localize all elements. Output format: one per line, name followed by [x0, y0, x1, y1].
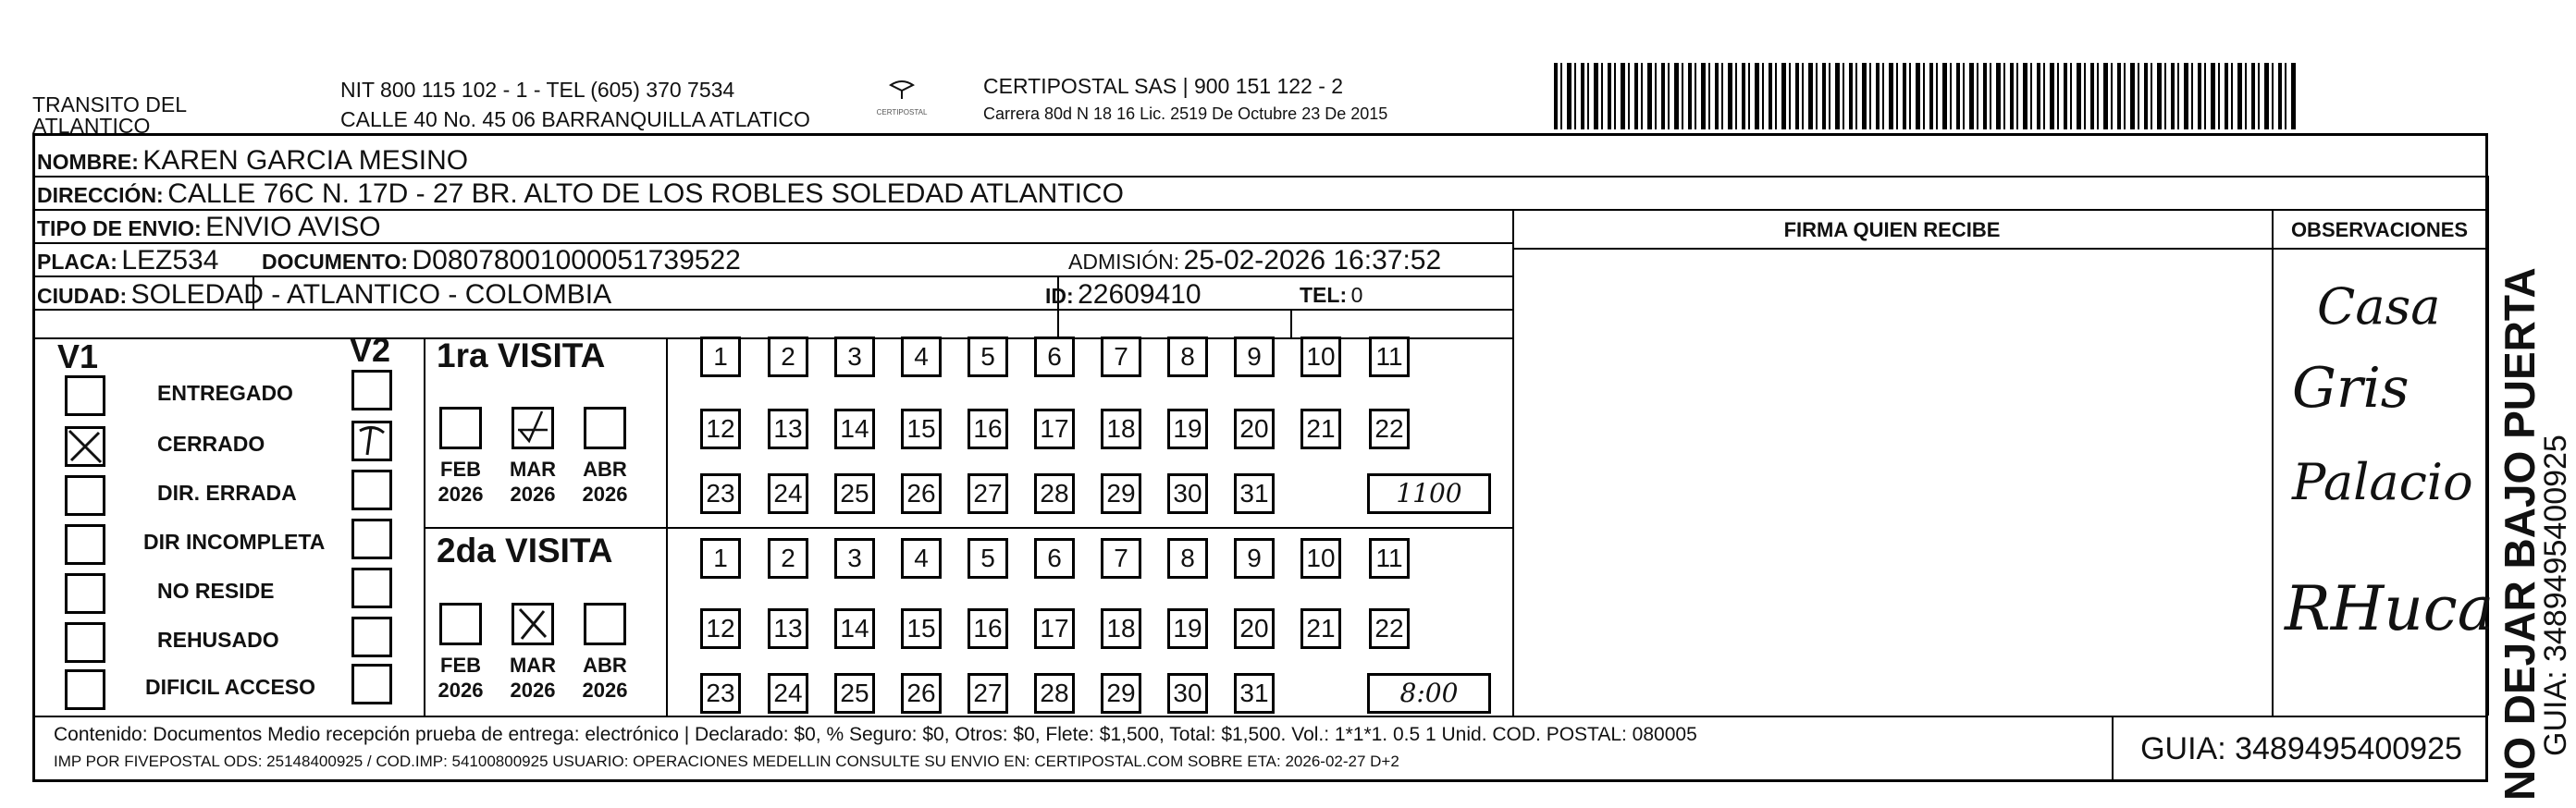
day-box[interactable]: 7	[1101, 538, 1141, 579]
tel-value: 0	[1350, 283, 1363, 307]
org-line1: TRANSITO DEL	[32, 92, 187, 116]
day-box[interactable]: 18	[1101, 409, 1141, 449]
month-name: ABR	[583, 458, 627, 481]
nit-line: NIT 800 115 102 - 1 - TEL (605) 370 7534	[340, 78, 735, 102]
status-label: ENTREGADO	[157, 381, 293, 405]
day-box[interactable]: 30	[1167, 473, 1208, 514]
day-box[interactable]: 19	[1167, 608, 1208, 649]
month-label	[573, 653, 637, 703]
day-box[interactable]: 24	[768, 473, 808, 514]
day-box[interactable]: 9	[1234, 538, 1275, 579]
v2-checkbox[interactable]	[351, 664, 392, 704]
day-box[interactable]: 11	[1369, 538, 1410, 579]
day-box[interactable]: 27	[968, 673, 1008, 714]
org-line2: ATLANTICO	[32, 114, 151, 138]
tipo-value: ENVIO AVISO	[205, 212, 381, 242]
obs-hand-1: Casa	[2317, 277, 2441, 336]
day-box[interactable]: 6	[1034, 337, 1075, 377]
side-guia: GUIA: 3489495400925	[2538, 435, 2573, 756]
day-box[interactable]: 7	[1101, 337, 1141, 377]
month-checkbox[interactable]	[512, 407, 554, 449]
day-box[interactable]: 12	[700, 608, 741, 649]
v1-checkbox[interactable]	[65, 426, 105, 467]
tipo-label: TIPO DE ENVIO:	[37, 216, 202, 240]
status-label: NO RESIDE	[157, 579, 275, 603]
day-box[interactable]: 17	[1034, 608, 1075, 649]
col-obs-left	[2272, 209, 2274, 716]
day-box[interactable]: 8	[1167, 337, 1208, 377]
month-name: FEB	[440, 654, 481, 677]
obs-hand-4: RHuca	[2285, 573, 2495, 644]
day-box[interactable]: 26	[901, 673, 942, 714]
address-line: CALLE 40 No. 45 06 BARRANQUILLA ATLATICO	[340, 107, 810, 131]
footer-content: Contenido: Documentos Medio recepción prueba de entrega: electrónico | Declarado: $0, % Seguro: $0, Otros: $0, Flete: $1,500, Total: $1,500. Vol.: 1*1*1. 0.5 1 Unid. COD. POSTAL: 080005	[54, 724, 1697, 745]
v2-checkbox[interactable]	[351, 370, 392, 410]
day-box[interactable]: 12	[700, 409, 741, 449]
day-box[interactable]: 11	[1369, 337, 1410, 377]
day-box[interactable]: 29	[1101, 673, 1141, 714]
tipo-row	[37, 212, 381, 248]
v2-checkbox[interactable]	[351, 519, 392, 559]
guia-number: GUIA: 3489495400925	[2112, 716, 2489, 782]
day-box[interactable]: 22	[1369, 608, 1410, 649]
day-box[interactable]: 21	[1300, 608, 1341, 649]
day-box[interactable]: 31	[1234, 673, 1275, 714]
ciudad-label: CIUDAD:	[37, 284, 128, 308]
id-label: ID:	[1045, 284, 1074, 308]
v1-label: V1	[57, 337, 99, 375]
direccion-row	[37, 178, 1124, 214]
month-year: 2026	[510, 483, 556, 506]
admision-row	[1068, 245, 1441, 281]
v1-checkbox[interactable]	[65, 524, 105, 565]
month-checkbox[interactable]	[439, 603, 482, 645]
documento-label: DOCUMENTO:	[262, 250, 409, 274]
month-year: 2026	[510, 679, 556, 702]
day-box[interactable]: 15	[901, 409, 942, 449]
id-row	[1045, 279, 1202, 315]
direccion-value: CALLE 76C N. 17D - 27 BR. ALTO DE LOS ROBLES SOLEDAD ATLANTICO	[167, 178, 1124, 209]
month-checkbox[interactable]	[439, 407, 482, 449]
day-box[interactable]: 13	[768, 409, 808, 449]
v1-checkbox[interactable]	[65, 475, 105, 516]
month-name: FEB	[440, 458, 481, 481]
day-box[interactable]: 24	[768, 673, 808, 714]
day-box[interactable]: 22	[1369, 409, 1410, 449]
status-label: DIFICIL ACCESO	[145, 675, 316, 699]
month-year: 2026	[582, 483, 628, 506]
check-mark-icon	[514, 410, 551, 447]
day-box[interactable]: 20	[1234, 409, 1275, 449]
day-box[interactable]: 10	[1300, 538, 1341, 579]
month-label	[573, 457, 637, 507]
day-box[interactable]: 20	[1234, 608, 1275, 649]
v1-checkbox[interactable]	[65, 622, 105, 663]
v1-checkbox[interactable]	[65, 573, 105, 614]
tel-label: TEL:	[1300, 283, 1348, 307]
status-label: DIR. ERRADA	[157, 481, 297, 505]
month-year: 2026	[438, 483, 484, 506]
month-label	[500, 457, 565, 507]
day-box[interactable]: 28	[1034, 673, 1075, 714]
placa-row	[37, 245, 218, 281]
v2-checkbox[interactable]	[351, 617, 392, 657]
day-box[interactable]: 10	[1300, 337, 1341, 377]
month-checkbox[interactable]	[584, 407, 626, 449]
day-box[interactable]: 26	[901, 473, 942, 514]
day-box[interactable]: 30	[1167, 673, 1208, 714]
check-mark-icon	[354, 423, 389, 459]
v1-checkbox[interactable]	[65, 375, 105, 416]
day-box[interactable]: 23	[700, 673, 741, 714]
day-box[interactable]: 31	[1234, 473, 1275, 514]
months-divider	[666, 337, 668, 716]
status-divider	[424, 337, 425, 716]
status-label: REHUSADO	[157, 628, 279, 652]
visit-divider	[424, 527, 1512, 529]
observaciones-header: OBSERVACIONES	[2290, 218, 2469, 241]
visit1-title: 1ra VISITA	[437, 337, 606, 374]
month-name: MAR	[509, 458, 557, 481]
certipostal-logo	[869, 80, 934, 116]
logo-icon	[888, 80, 916, 100]
check-mark-icon	[514, 606, 551, 643]
placa-label: PLACA:	[37, 250, 117, 274]
month-label	[428, 653, 493, 703]
firma-header-line	[1512, 248, 2488, 250]
courier-info	[983, 74, 1387, 124]
logo-text: CERTIPOSTAL	[876, 108, 928, 116]
day-box[interactable]: 2	[768, 538, 808, 579]
time-note[interactable]: 1100	[1367, 473, 1491, 514]
day-box[interactable]: 1	[700, 337, 741, 377]
day-box[interactable]: 13	[768, 608, 808, 649]
v2-checkbox[interactable]	[351, 568, 392, 608]
day-box[interactable]: 4	[901, 538, 942, 579]
day-box[interactable]: 25	[834, 473, 875, 514]
nombre-row	[37, 145, 468, 181]
courier-line: CERTIPOSTAL SAS | 900 151 122 - 2	[983, 74, 1344, 98]
firma-header: FIRMA QUIEN RECIBE	[1783, 218, 2001, 241]
documento-row	[262, 245, 741, 281]
day-box[interactable]: 4	[901, 337, 942, 377]
direccion-label: DIRECCIÓN:	[37, 183, 164, 207]
admision-label: ADMISIÓN:	[1068, 250, 1180, 274]
obs-hand-2: Gris	[2292, 356, 2410, 421]
day-box[interactable]: 16	[968, 608, 1008, 649]
day-box[interactable]: 2	[768, 337, 808, 377]
visit2-title: 2da VISITA	[437, 532, 613, 569]
day-box[interactable]: 5	[968, 538, 1008, 579]
v1-checkbox[interactable]	[65, 669, 105, 710]
col-firma-left	[1512, 209, 1514, 716]
ciudad-row	[37, 279, 611, 315]
day-box[interactable]: 19	[1167, 409, 1208, 449]
month-name: MAR	[509, 654, 557, 677]
side-warning: NO DEJAR BAJO PUERTA	[2496, 267, 2544, 801]
courier-address: Carrera 80d N 18 16 Lic. 2519 De Octubre 23 De 2015	[983, 104, 1388, 123]
nombre-value: KAREN GARCIA MESINO	[142, 145, 469, 176]
placa-value: LEZ534	[121, 245, 219, 275]
day-box[interactable]: 28	[1034, 473, 1075, 514]
month-label	[500, 653, 565, 703]
day-box[interactable]: 23	[700, 473, 741, 514]
month-year: 2026	[582, 679, 628, 702]
id-value: 22609410	[1078, 279, 1202, 310]
ciudad-value: SOLEDAD - ATLANTICO - COLOMBIA	[130, 279, 612, 310]
v2-checkbox[interactable]	[351, 470, 392, 510]
documento-value: D08078001000051739522	[412, 245, 741, 275]
day-box[interactable]: 27	[968, 473, 1008, 514]
day-box[interactable]: 15	[901, 608, 942, 649]
day-box[interactable]: 14	[834, 409, 875, 449]
admision-value: 25-02-2026 16:37:52	[1183, 245, 1442, 275]
day-box[interactable]: 9	[1234, 337, 1275, 377]
month-name: ABR	[583, 654, 627, 677]
org-name	[32, 92, 187, 138]
day-box[interactable]: 3	[834, 538, 875, 579]
day-box[interactable]: 17	[1034, 409, 1075, 449]
status-label: CERRADO	[157, 432, 265, 456]
tel-divider	[1290, 309, 1292, 337]
month-label	[428, 457, 493, 507]
time-note[interactable]: 8:00	[1367, 673, 1491, 714]
tel-row	[1300, 279, 1362, 314]
v2-checkbox[interactable]	[351, 421, 392, 461]
month-checkbox[interactable]	[512, 603, 554, 645]
day-box[interactable]: 21	[1300, 409, 1341, 449]
day-box[interactable]: 1	[700, 538, 741, 579]
obs-hand-3: Palacio	[2292, 453, 2473, 511]
day-box[interactable]: 5	[968, 337, 1008, 377]
day-box[interactable]: 25	[834, 673, 875, 714]
barcode	[1554, 63, 2299, 129]
nombre-label: NOMBRE:	[37, 150, 139, 174]
check-mark-icon	[68, 429, 103, 464]
day-box[interactable]: 6	[1034, 538, 1075, 579]
month-year: 2026	[438, 679, 484, 702]
day-box[interactable]: 8	[1167, 538, 1208, 579]
day-box[interactable]: 16	[968, 409, 1008, 449]
v2-label: V2	[350, 331, 391, 369]
day-box[interactable]: 14	[834, 608, 875, 649]
month-checkbox[interactable]	[584, 603, 626, 645]
org-contact	[340, 78, 810, 131]
day-box[interactable]: 29	[1101, 473, 1141, 514]
day-box[interactable]: 18	[1101, 608, 1141, 649]
status-label: DIR INCOMPLETA	[143, 530, 326, 554]
day-box[interactable]: 3	[834, 337, 875, 377]
footer-print-info: IMP POR FIVEPOSTAL ODS: 25148400925 / COD.IMP: 54100800925 USUARIO: OPERACIONES MEDELLIN CONSULTE SU ENVIO EN: CERTIPOSTAL.COM SOBRE ETA: 2026-02-27 D+2	[54, 753, 1399, 770]
